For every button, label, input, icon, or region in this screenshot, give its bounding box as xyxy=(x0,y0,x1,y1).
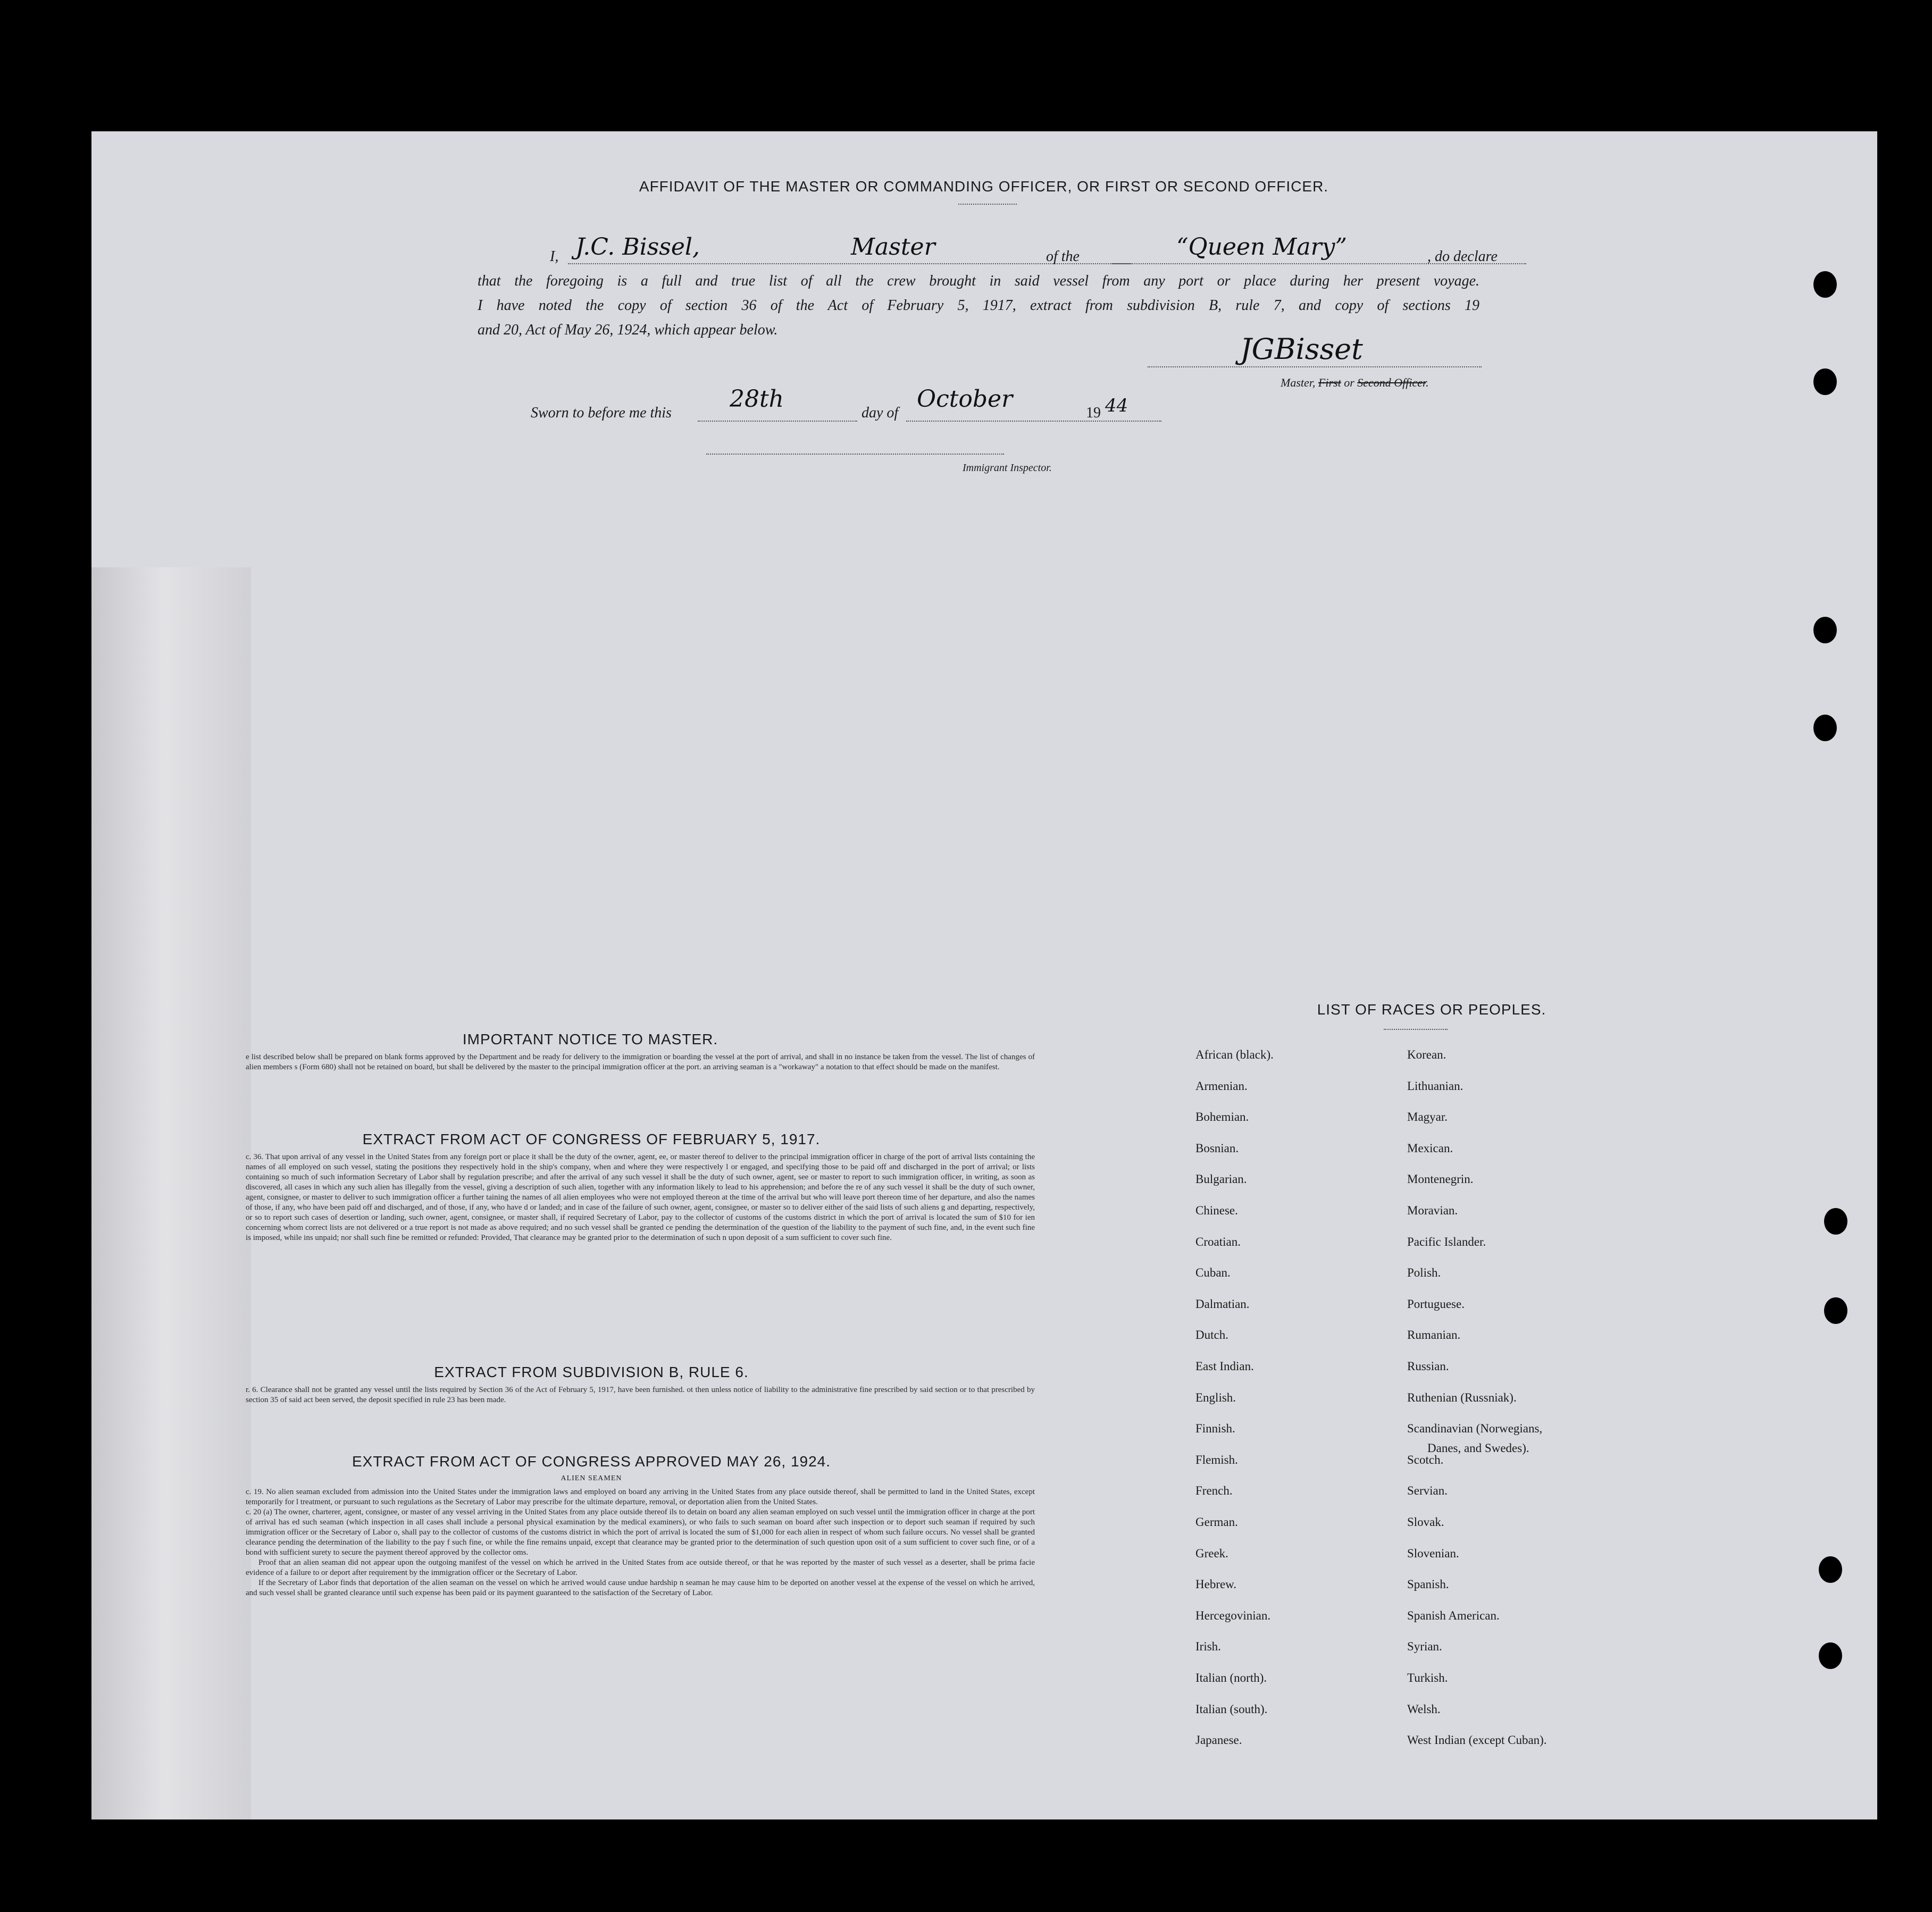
race-item: Bosnian. xyxy=(1195,1141,1239,1155)
left-margin-strip xyxy=(91,567,251,1819)
race-item: French. xyxy=(1195,1484,1233,1498)
race-item: German. xyxy=(1195,1515,1238,1529)
master-signature: JGBisset xyxy=(1240,332,1363,366)
extract-1924-text xyxy=(246,1487,1035,1598)
race-item: Finnish. xyxy=(1195,1422,1235,1436)
hardship-paragraph: If the Secretary of Labor finds that deportation of the alien seaman on the vessel on which he arrived would cause undue hardship n seaman he may cause him to be deported on another vessel at the expense of the vessel on which he arrived, and such vessel shall be granted clearance until such expense has been paid or its payment guaranteed to the satisfaction of the Secretary of Labor. xyxy=(246,1579,1035,1597)
race-item: East Indian. xyxy=(1195,1360,1254,1373)
race-item: English. xyxy=(1195,1390,1236,1404)
title-rule xyxy=(958,204,1017,205)
signature-caption: Master, First or Second Officer. xyxy=(1281,376,1429,389)
notice-text: e list described below shall be prepared on blank forms approved by the Department and be ready for delivery to the immigration or boarding the vessel at the port of arrival, and shall in no instance be taken from the vessel. The list of changes of alien members s (Form 680) shall not be retained on board, but shall be delivered by the master to the principal immigration officer at the port. an arriving seaman is a "workaway" a notation to that effect should be made on the manifest. xyxy=(246,1053,1035,1071)
race-item: Pacific Islander. xyxy=(1407,1235,1486,1248)
race-item: Rumanian. xyxy=(1407,1328,1461,1342)
binder-hole xyxy=(1813,271,1837,298)
sworn-label: Sworn to before me this xyxy=(531,405,672,421)
race-item: Cuban. xyxy=(1195,1266,1231,1280)
race-item: Flemish. xyxy=(1195,1453,1238,1466)
race-item: Bulgarian. xyxy=(1195,1172,1247,1186)
race-item: Bohemian. xyxy=(1195,1110,1249,1124)
extract-1917-title: EXTRACT FROM ACT OF CONGRESS OF FEBRUARY 5, 1917. xyxy=(362,1131,821,1147)
immigrant-inspector-label: Immigrant Inspector. xyxy=(963,462,1052,474)
extract-1917-text: c. 36. That upon arrival of any vessel in the United States from any foreign port or place it shall be the duty of the owner, agent, ee, or master thereof to deliver to the principal immigration officer in charge of the port of arrival lists containing the names of all employed on such vessel, stating the positions they respectively hold in the ship's company, when and where they were respectively l or engaged, and specifying those to be paid off and discharged in the port of arrival; or lists containing so much of such information Secretary of Labor shall by regulation prescribe; and after the arrival of any such vessel it shall be the duty of such owner, agent, see or master to report to such immigration officer, in writing, as soon as discovered, all cases in which any such alien has illegally from the vessel, giving a description of such alien, together with any information likely to lead to his apprehension; and before the re of any such vessel it shall be the duty of such owner, agent, consignee, or master to deliver to such immigration officer a further taining the names of all alien employees who were not employed thereon at the time of the arrival but who will leave port thereon time of her departure, and also the names of those, if any, who have been paid off and discharged, and of those, if any, who have d or landed; and in case of the failure of such owner, agent, consignee, or master so to deliver either of the said lists of such aliens g and departing, respectively, or so to report such cases of desertion or landing, such owner, agent, consignee, or master shall, if required Secretary of Labor, pay to the collector of customs of the customs district in which the port of arrival is located the sum of $10 for ien concerning whom correct lists are not delivered or a true report is not made as above required; and no such vessel shall be granted ce pending the determination of the question of the liability to the payment of such fine, and, in the event such fine is imposed, while ins unpaid; nor shall such fine be remitted or refunded: Provided, That clearance may be granted prior to the determination of such n upon deposit of a sum sufficient to cover such fine. xyxy=(246,1153,1035,1242)
race-item: Russian. xyxy=(1407,1360,1449,1373)
race-item: Ruthenian (Russniak). xyxy=(1407,1390,1517,1404)
race-item: Greek. xyxy=(1195,1546,1228,1560)
race-item: Welsh. xyxy=(1407,1702,1441,1716)
races-title: LIST OF RACES OR PEOPLES. xyxy=(1317,1001,1546,1018)
vessel-name: “Queen Mary” xyxy=(1176,233,1347,261)
race-item: Irish. xyxy=(1195,1640,1221,1654)
race-item: Italian (south). xyxy=(1195,1702,1268,1716)
race-item: Portuguese. xyxy=(1407,1297,1465,1311)
race-item: Syrian. xyxy=(1407,1640,1442,1654)
do-declare: , do declare xyxy=(1427,248,1498,265)
binder-hole xyxy=(1819,1556,1842,1583)
race-item: Moravian. xyxy=(1407,1204,1458,1217)
notice-title: IMPORTANT NOTICE TO MASTER. xyxy=(462,1031,718,1047)
proof-paragraph: Proof that an alien seaman did not appear upon the outgoing manifest of the vessel on which he arrived in the United States from ace outside thereof, or that he was reported by the master of such vessel as a deserter, shall be prima facie evidence of a failure to or deport after requirement by the immigration officer or the Secretary of Labor. xyxy=(246,1558,1035,1577)
race-item: Croatian. xyxy=(1195,1235,1241,1248)
extract-1924-title: EXTRACT FROM ACT OF CONGRESS APPROVED MAY 26, 1924. xyxy=(352,1453,831,1470)
sworn-day: 28th xyxy=(730,385,784,413)
race-item: Polish. xyxy=(1407,1266,1441,1280)
race-item-cont: Danes, and Swedes). xyxy=(1427,1441,1529,1455)
master-rank: Master xyxy=(851,233,935,261)
binder-hole xyxy=(1824,1297,1847,1324)
affidavit-line4: and 20, Act of May 26, 1924, which appear below. xyxy=(478,322,778,338)
race-item: Slovak. xyxy=(1407,1515,1444,1529)
binder-hole xyxy=(1824,1208,1847,1235)
race-item: Chinese. xyxy=(1195,1204,1238,1217)
affidavit-line2: that the foregoing is a full and true list of all the crew brought in said vessel from any port or place during her present voyage. xyxy=(478,273,1479,289)
binder-hole xyxy=(1819,1642,1842,1669)
race-item: Hercegovinian. xyxy=(1195,1608,1271,1622)
races-rule xyxy=(1384,1029,1448,1030)
document-page xyxy=(91,131,1877,1819)
race-item: Dalmatian. xyxy=(1195,1297,1250,1311)
race-item: Scandinavian (Norwegians, xyxy=(1407,1422,1543,1436)
race-item: Japanese. xyxy=(1195,1733,1242,1747)
race-item: Korean. xyxy=(1407,1048,1446,1061)
sworn-month: October xyxy=(917,385,1013,413)
sworn-year: 44 xyxy=(1105,395,1128,416)
race-item: Montenegrin. xyxy=(1407,1172,1474,1186)
master-name: J.C. Bissel, xyxy=(575,233,700,261)
of-the-label: of the xyxy=(1046,248,1080,265)
year-prefix: 19 xyxy=(1086,405,1101,421)
race-item: Armenian. xyxy=(1195,1079,1248,1093)
rule6-text: r. 6. Clearance shall not be granted any vessel until the lists required by Section 36 of the Act of February 5, 1917, have been furnished. ot then unless notice of liability to the administrative fine prescribed by said section or to that prescribed by section 35 of said act been served, the deposit specified in rule 23 has been made. xyxy=(246,1386,1035,1404)
affidavit-line3: I have noted the copy of section 36 of the Act of February 5, 1917, extract from subdivision B, rule 7, and copy of sections 19 xyxy=(478,297,1479,314)
race-item: Dutch. xyxy=(1195,1328,1228,1342)
day-of-label: day of xyxy=(862,405,899,421)
race-item: Slovenian. xyxy=(1407,1546,1459,1560)
alien-seamen-subtitle: ALIEN SEAMEN xyxy=(561,1474,622,1482)
affidavit-i: I, xyxy=(550,248,559,265)
race-item: Scotch. xyxy=(1407,1453,1444,1466)
race-item: Spanish. xyxy=(1407,1578,1449,1591)
race-item: West Indian (except Cuban). xyxy=(1407,1733,1547,1747)
affidavit-title: AFFIDAVIT OF THE MASTER OR COMMANDING OFFICER, OR FIRST OR SECOND OFFICER. xyxy=(639,178,1329,195)
binder-hole xyxy=(1813,617,1837,643)
race-item: Turkish. xyxy=(1407,1671,1448,1684)
race-item: Lithuanian. xyxy=(1407,1079,1463,1093)
race-item: Hebrew. xyxy=(1195,1578,1237,1591)
race-item: Mexican. xyxy=(1407,1141,1453,1155)
race-item: African (black). xyxy=(1195,1048,1274,1061)
race-item: Servian. xyxy=(1407,1484,1448,1498)
section-19: c. 19. No alien seaman excluded from admission into the United States under the immigration laws and employed on board any arriving in the United States from any place outside thereof, shall be permitted to land in the United States, except temporarily for l treatment, or pursuant to such regulations as the Secretary of Labor may prescribe for the ultimate departure, removal, or deportation alien from the United States. xyxy=(246,1488,1035,1506)
section-20a: c. 20 (a) The owner, charterer, agent, consignee, or master of any vessel arriving in the United States from any place outside thereof ils to detain on board any alien seaman employed on such vessel until the immigration officer in charge at the port of arrival has ed such seaman (which inspection in all cases shall include a personal physical examination by the medical examiners), or who fails to such seaman on board after such inspection or to deport such seaman if required by such immigration officer or the Secretary of Labor o, shall pay to the collector of customs of the customs district in which the port of arrival is located the sum of $1,000 for each alien in respect of whom such failure occurs. No vessel shall be granted clearance pending the determination of the liability to the pay f such fine, or while the fine remains unpaid, except that clearance may be granted prior to the determination of such question upon osit of a sum sufficient to cover such fine, or of a bond with sufficient surety to secure the payment thereof approved by the collector oms. xyxy=(246,1508,1035,1557)
binder-hole xyxy=(1813,715,1837,741)
race-item: Magyar. xyxy=(1407,1110,1448,1124)
race-item: Italian (north). xyxy=(1195,1671,1267,1684)
binder-hole xyxy=(1813,368,1837,395)
race-item: Spanish American. xyxy=(1407,1608,1500,1622)
rule6-title: EXTRACT FROM SUBDIVISION B, RULE 6. xyxy=(434,1364,749,1380)
